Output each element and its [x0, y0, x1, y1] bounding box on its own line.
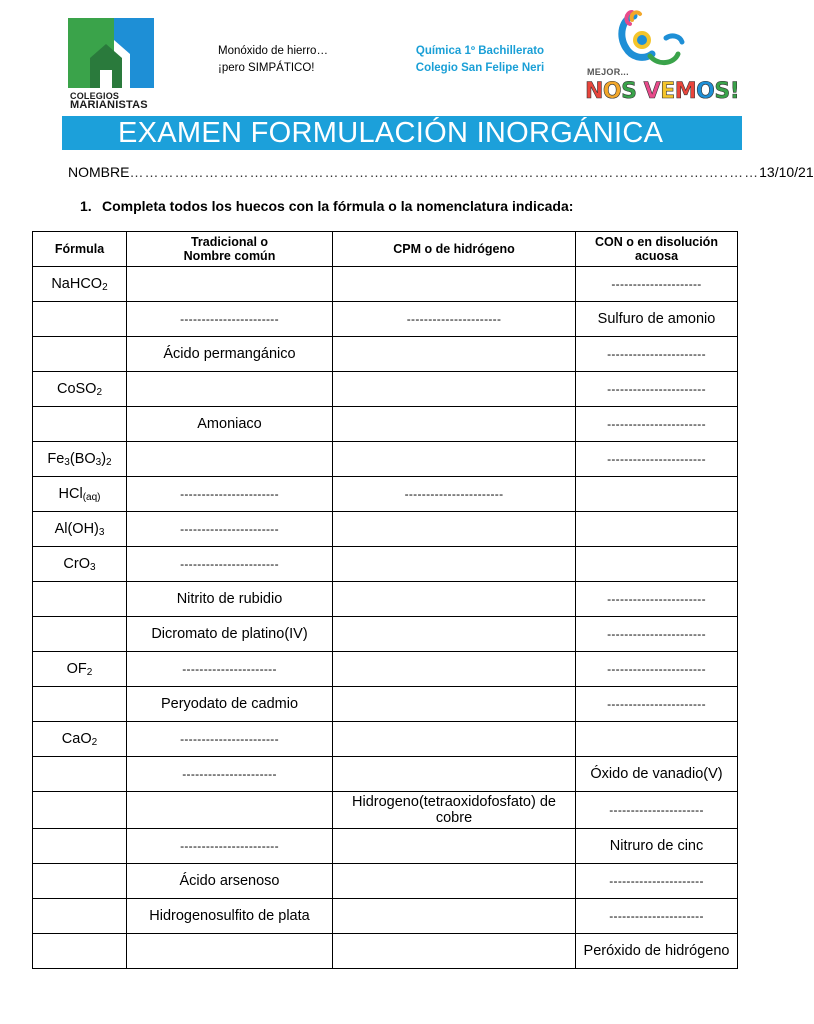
formula-text: OF	[66, 661, 87, 677]
cell-traditional: Peryodato de cadmio	[127, 687, 333, 722]
cell-formula	[33, 442, 127, 477]
header-line: Nombre común	[183, 249, 276, 263]
header-cpm	[333, 232, 576, 267]
cell-cpm[interactable]	[333, 337, 576, 372]
formula-text: CaO	[61, 731, 92, 747]
cell-cpm[interactable]	[333, 547, 576, 582]
table-row	[33, 547, 738, 582]
formulation-table	[32, 231, 738, 969]
campaign-letter: S	[621, 79, 637, 104]
table-row	[33, 407, 738, 442]
cell-formula	[33, 652, 127, 687]
campaign-big-text	[585, 79, 739, 104]
cell-traditional: Ácido permangánico	[127, 337, 333, 372]
course-line2: Colegio San Felipe Neri	[415, 62, 545, 74]
school-logo-line1: COLEGIOS	[70, 91, 120, 101]
cell-traditional: Dicromato de platino(IV)	[127, 617, 333, 652]
header-line: CON o en disolución	[595, 235, 718, 249]
cell-cpm[interactable]	[333, 687, 576, 722]
campaign-letter: N	[585, 79, 603, 104]
campaign-big-letters	[585, 79, 730, 104]
cell-cpm[interactable]	[333, 617, 576, 652]
table-row	[33, 687, 738, 722]
cell-traditional: Amoniaco	[127, 407, 333, 442]
title-bar	[62, 116, 742, 150]
table-row	[33, 652, 738, 687]
cell-traditional: Ácido arsenoso	[127, 864, 333, 899]
school-logo-caption	[70, 92, 148, 110]
table-header-row	[33, 232, 738, 267]
cell-formula	[33, 267, 127, 302]
cell-cpm[interactable]	[333, 864, 576, 899]
campaign-letter: O	[602, 79, 622, 104]
cell-con: Óxido de vanadio(V)	[576, 757, 738, 792]
cell-cpm: Hidrogeno(tetraoxidofosfato) de cobre	[333, 792, 576, 829]
cell-traditional[interactable]	[127, 934, 333, 969]
table-row	[33, 512, 738, 547]
course-info	[405, 43, 555, 77]
formula-subscript: 3	[95, 457, 102, 468]
campaign-small-text: MEJOR...	[587, 67, 629, 77]
formula-subscript: 2	[96, 387, 103, 398]
formula-text: Al(OH)	[54, 521, 99, 537]
formula-text: (BO	[69, 451, 96, 467]
cell-traditional: -----------------------	[127, 547, 333, 582]
header-line: Fórmula	[54, 242, 105, 256]
cell-formula	[33, 547, 127, 582]
cell-traditional: -----------------------	[127, 722, 333, 757]
formula-subscript: 3	[64, 457, 70, 468]
exam-date: 13/10/21	[759, 164, 814, 180]
instruction-number: 1.	[80, 198, 92, 214]
formula-subscript: (aq)	[82, 492, 101, 503]
campaign-letter: V	[643, 79, 661, 104]
header-traditional	[127, 232, 333, 267]
table-row	[33, 757, 738, 792]
cell-con: ----------------------	[576, 899, 738, 934]
cell-formula	[33, 722, 127, 757]
cell-formula[interactable]	[33, 617, 127, 652]
cell-formula[interactable]	[33, 337, 127, 372]
cell-traditional: -----------------------	[127, 829, 333, 864]
cell-cpm[interactable]	[333, 372, 576, 407]
formula-text: NaHCO	[51, 276, 103, 292]
cell-con: ----------------------	[576, 864, 738, 899]
table-row	[33, 864, 738, 899]
table-row	[33, 372, 738, 407]
cell-traditional[interactable]	[127, 442, 333, 477]
formula-text: CoSO	[56, 381, 97, 397]
formula-subscript: 3	[98, 527, 105, 538]
cell-cpm: -----------------------	[333, 477, 576, 512]
cell-traditional[interactable]	[127, 267, 333, 302]
campaign-mark: !	[729, 79, 740, 104]
cell-con: -----------------------	[576, 442, 738, 477]
cell-cpm[interactable]	[333, 722, 576, 757]
page-title: EXAMEN FORMULACIÓN INORGÁNICA	[118, 117, 664, 149]
campaign-letter: E	[660, 79, 675, 104]
cell-traditional: Hidrogenosulfito de plata	[127, 899, 333, 934]
cell-con[interactable]	[576, 477, 738, 512]
cell-cpm[interactable]	[333, 442, 576, 477]
cell-formula	[33, 512, 127, 547]
cell-traditional[interactable]	[127, 372, 333, 407]
cell-con: -----------------------	[576, 652, 738, 687]
formula-subscript: 2	[106, 457, 112, 468]
formula-subscript: 3	[90, 562, 96, 573]
cell-formula	[33, 372, 127, 407]
cell-con: -----------------------	[576, 687, 738, 722]
cell-con[interactable]	[576, 722, 738, 757]
cell-formula[interactable]	[33, 792, 127, 829]
cell-con[interactable]	[576, 547, 738, 582]
campaign-letter: O	[696, 79, 715, 104]
cell-cpm[interactable]	[333, 407, 576, 442]
cell-con: Peróxido de hidrógeno	[576, 934, 738, 969]
table-row	[33, 829, 738, 864]
cell-formula[interactable]	[33, 407, 127, 442]
table-row	[33, 302, 738, 337]
cell-con: Nitruro de cinc	[576, 829, 738, 864]
table-row	[33, 617, 738, 652]
cell-cpm[interactable]	[333, 934, 576, 969]
cell-traditional: Nitrito de rubidio	[127, 582, 333, 617]
formula-text: CrO	[63, 556, 91, 572]
instruction-text: Completa todos los huecos con la fórmula o la nomenclatura indicada:	[102, 198, 574, 214]
header-line: Tradicional o	[190, 235, 269, 249]
cell-traditional: -----------------------	[127, 302, 333, 337]
formula-text: Fe	[47, 451, 65, 467]
cell-cpm[interactable]	[333, 512, 576, 547]
subtitle	[218, 43, 328, 77]
instruction	[80, 198, 573, 214]
cell-traditional: ----------------------	[127, 652, 333, 687]
cell-con: -----------------------	[576, 617, 738, 652]
cell-cpm: ----------------------	[333, 302, 576, 337]
table-row	[33, 267, 738, 302]
name-line	[68, 164, 814, 180]
cell-con: -----------------------	[576, 407, 738, 442]
campaign-letter: S	[714, 79, 730, 104]
cell-con: -----------------------	[576, 582, 738, 617]
campaign-letter: M	[674, 79, 697, 104]
school-logo-line2: MARIANISTAS	[70, 99, 148, 111]
cell-cpm[interactable]	[333, 829, 576, 864]
cell-cpm[interactable]	[333, 652, 576, 687]
course-line1: Química 1º Bachillerato	[415, 45, 545, 57]
campaign-letter	[636, 79, 643, 104]
cell-formula[interactable]	[33, 899, 127, 934]
table-row	[33, 792, 738, 829]
cell-cpm[interactable]	[333, 267, 576, 302]
table-row	[33, 337, 738, 372]
formula-text: HCl	[58, 486, 83, 502]
cell-formula[interactable]	[33, 934, 127, 969]
table-row	[33, 477, 738, 512]
cell-con: Sulfuro de amonio	[576, 302, 738, 337]
cell-formula[interactable]	[33, 302, 127, 337]
cell-con: -----------------------	[576, 372, 738, 407]
cell-cpm[interactable]	[333, 582, 576, 617]
name-label: NOMBRE	[68, 164, 130, 180]
cell-con: -----------------------	[576, 337, 738, 372]
table-row	[33, 899, 738, 934]
header-formula	[33, 232, 127, 267]
name-blank[interactable]: ……………………………………………………………………………….………………………..……	[129, 164, 760, 180]
cell-con[interactable]	[576, 512, 738, 547]
formula-subscript: 2	[86, 667, 93, 678]
table-body	[33, 267, 738, 969]
header-line: acuosa	[634, 249, 679, 263]
header-con	[576, 232, 738, 267]
cell-traditional: ----------------------	[127, 757, 333, 792]
cell-formula[interactable]	[33, 864, 127, 899]
cell-traditional: -----------------------	[127, 477, 333, 512]
cell-con: ----------------------	[576, 792, 738, 829]
cell-formula[interactable]	[33, 829, 127, 864]
formula-text: )	[101, 451, 107, 467]
header-line: CPM o de hidrógeno	[393, 242, 515, 256]
cell-formula[interactable]	[33, 757, 127, 792]
cell-cpm[interactable]	[333, 757, 576, 792]
table-row	[33, 442, 738, 477]
cell-formula	[33, 477, 127, 512]
cell-traditional[interactable]	[127, 792, 333, 829]
cell-con: ---------------------	[576, 267, 738, 302]
formula-subscript: 2	[102, 282, 108, 293]
cell-traditional: -----------------------	[127, 512, 333, 547]
cell-formula[interactable]	[33, 687, 127, 722]
table-row	[33, 582, 738, 617]
cell-cpm[interactable]	[333, 899, 576, 934]
formula-subscript: 2	[91, 737, 98, 748]
subtitle-line1: Monóxido de hierro…	[218, 45, 328, 57]
cell-formula[interactable]	[33, 582, 127, 617]
subtitle-line2: ¡pero SIMPÁTICO!	[218, 62, 315, 74]
table-row	[33, 722, 738, 757]
table-row	[33, 934, 738, 969]
